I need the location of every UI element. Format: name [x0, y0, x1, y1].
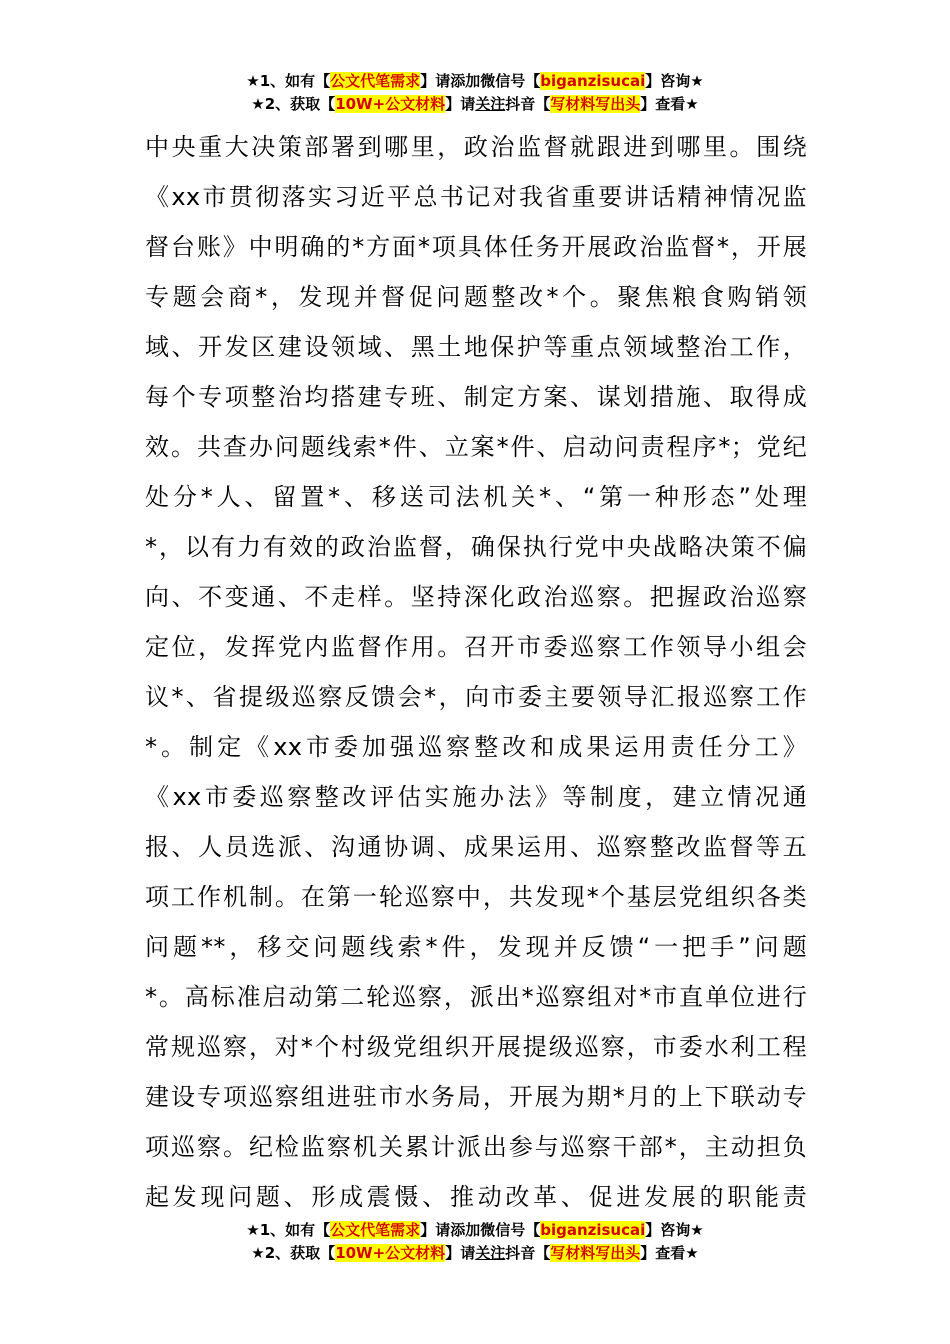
body-line: 项工作机制。在第一轮巡察中，共发现*个基层党组织各类 — [145, 883, 807, 911]
body-line: *。高标准启动第二轮巡察，派出*巡察组对*市直单位进行 — [145, 983, 807, 1011]
banner-text: 】请 — [445, 1244, 476, 1262]
banner-emphasis: 关注 — [475, 1244, 506, 1262]
banner-emphasis: 关注 — [475, 95, 506, 113]
banner-highlight: 10W+公文材料 — [335, 1244, 446, 1262]
banner-text: 】查看★ — [640, 95, 699, 113]
banner-line-2 — [0, 1242, 950, 1265]
body-line: 域、开发区建设领域、黑土地保护等重点领域整治工作， — [145, 333, 807, 361]
banner-text: 】请添加微信号【 — [420, 1221, 541, 1239]
banner-text: ★1、如有【 — [246, 1221, 331, 1239]
banner-text: 】查看★ — [640, 1244, 699, 1262]
body-line: 督台账》中明确的*方面*项具体任务开展政治监督*，开展 — [145, 233, 807, 261]
banner-text: 】请 — [445, 95, 476, 113]
header-banner — [0, 70, 950, 116]
banner-text: 抖音【 — [505, 95, 551, 113]
banner-highlight: 10W+公文材料 — [335, 95, 446, 113]
body-line: 问题**，移交问题线索*件，发现并反馈“一把手”问题 — [145, 933, 807, 961]
body-line: *，以有力有效的政治监督，确保执行党中央战略决策不偏 — [145, 533, 807, 561]
banner-highlight: 写材料写出头 — [550, 1244, 641, 1262]
body-line: 《xx市委巡察整改评估实施办法》等制度，建立情况通 — [145, 783, 807, 811]
body-line: 项巡察。纪检监察机关累计派出参与巡察干部*，主动担负 — [145, 1133, 807, 1161]
body-line: 建设专项巡察组进驻市水务局，开展为期*月的上下联动专 — [145, 1083, 807, 1111]
footer-banner — [0, 1219, 950, 1265]
banner-line-1 — [0, 1219, 950, 1242]
banner-highlight: biganzisucai — [540, 1221, 646, 1239]
body-line: 议*、省提级巡察反馈会*，向市委主要领导汇报巡察工作 — [145, 683, 807, 711]
body-line: 常规巡察，对*个村级党组织开展提级巡察，市委水利工程 — [145, 1033, 807, 1061]
banner-text: 抖音【 — [505, 1244, 551, 1262]
banner-highlight: 公文代笔需求 — [330, 1221, 421, 1239]
body-line: 效。共查办问题线索*件、立案*件、启动问责程序*；党纪 — [145, 433, 807, 461]
banner-text: ★2、获取【 — [251, 1244, 336, 1262]
banner-text: 】咨询★ — [645, 72, 704, 90]
body-line: 中央重大决策部署到哪里，政治监督就跟进到哪里。围绕 — [145, 133, 807, 161]
body-line: 每个专项整治均搭建专班、制定方案、谋划措施、取得成 — [145, 383, 807, 411]
banner-text: 】咨询★ — [645, 1221, 704, 1239]
banner-text: ★2、获取【 — [251, 95, 336, 113]
body-line: 定位，发挥党内监督作用。召开市委巡察工作领导小组会 — [145, 633, 807, 661]
banner-highlight: 公文代笔需求 — [330, 72, 421, 90]
body-line: *。制定《xx市委加强巡察整改和成果运用责任分工》 — [145, 733, 807, 761]
body-line: 报、人员选派、沟通协调、成果运用、巡察整改监督等五 — [145, 833, 807, 861]
body-paragraph — [145, 122, 807, 1222]
banner-text: ★1、如有【 — [246, 72, 331, 90]
body-line: 专题会商*，发现并督促问题整改*个。聚焦粮食购销领 — [145, 283, 807, 311]
body-line: 起发现问题、形成震慑、推动改革、促进发展的职能责 — [145, 1183, 807, 1211]
banner-line-1 — [0, 70, 950, 93]
banner-highlight: 写材料写出头 — [550, 95, 641, 113]
banner-highlight: biganzisucai — [540, 72, 646, 90]
banner-text: 】请添加微信号【 — [420, 72, 541, 90]
body-line: 《xx市贯彻落实习近平总书记对我省重要讲话精神情况监 — [145, 183, 807, 211]
banner-line-2 — [0, 93, 950, 116]
body-line: 处分*人、留置*、移送司法机关*、“第一种形态”处理 — [145, 483, 807, 511]
body-line: 向、不变通、不走样。坚持深化政治巡察。把握政治巡察 — [145, 583, 807, 611]
